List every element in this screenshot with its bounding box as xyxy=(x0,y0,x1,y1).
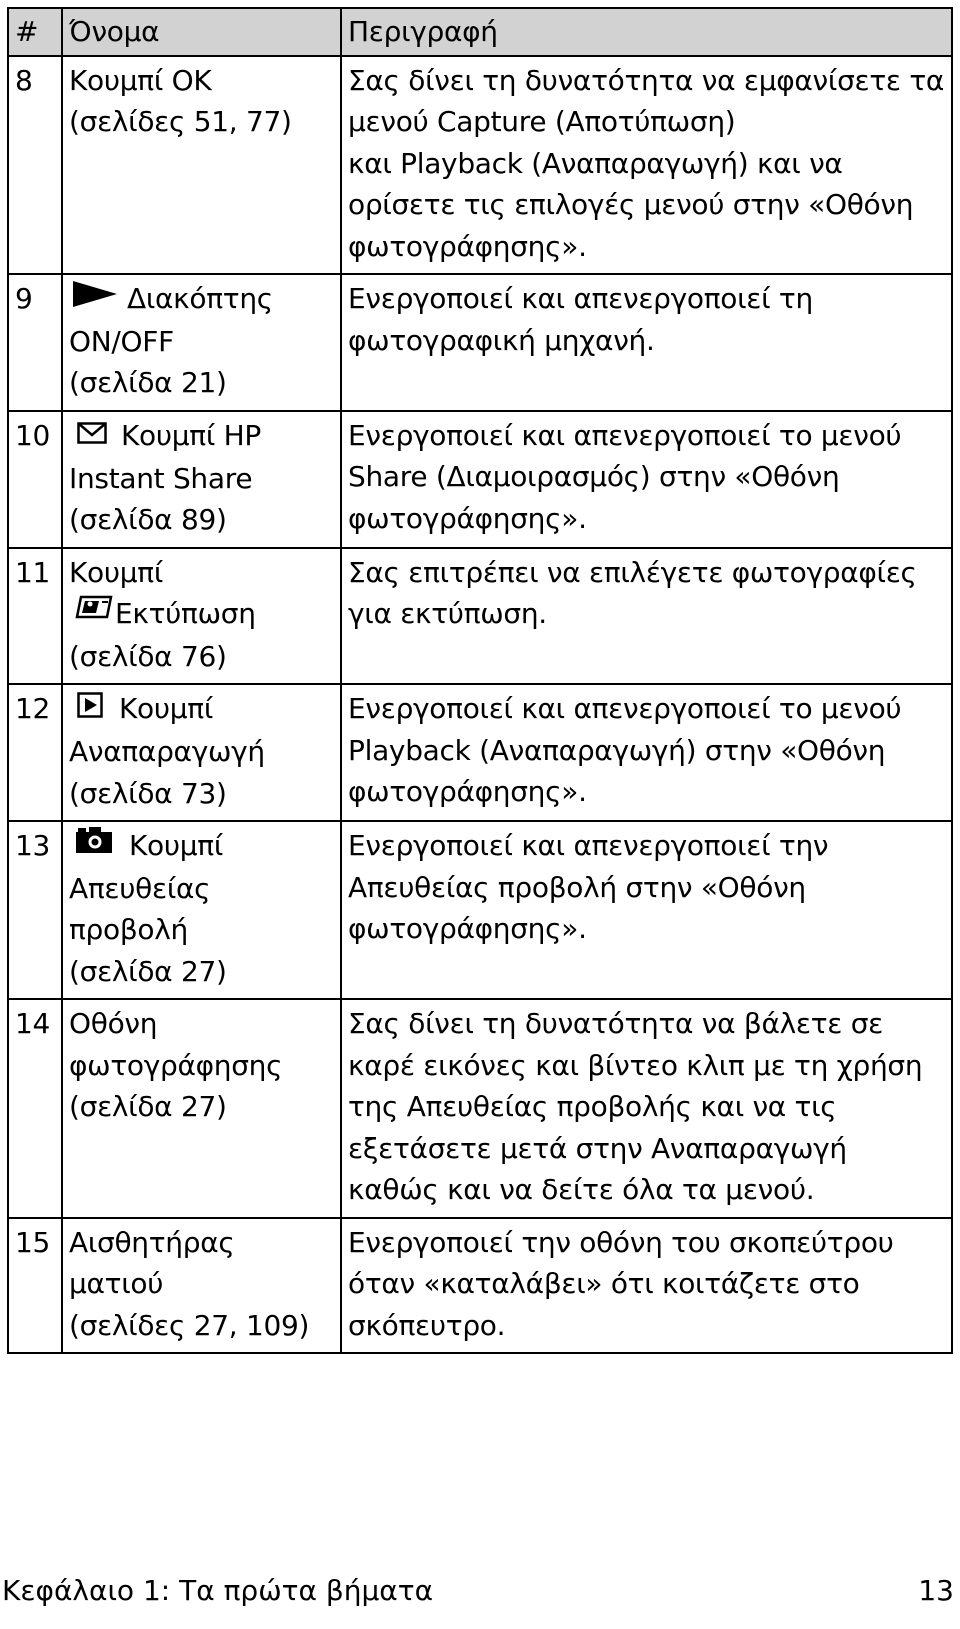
row-name: Κουμπί Απευθείας προβολή (σελίδα 27) xyxy=(62,821,341,999)
table-row xyxy=(8,411,952,548)
row-description: Σας δίνει τη δυνατότητα να βάλετε σε καρέ εικόνες και βίντεο κλιπ με τη χρήση της Απευθείας προβολής και να τις εξετάσετε μετά στην Αναπαραγωγή καθώς και να δείτε όλα τα μενού. xyxy=(341,999,952,1218)
row-description: Ενεργοποιεί και απενεργοποιεί το μενού Share (Διαμοιρασμός) στην «Οθόνη φωτογράφησης». xyxy=(341,411,952,548)
table-row xyxy=(8,274,952,411)
row-description: Ενεργοποιεί την οθόνη του σκοπεύτρου όταν «καταλάβει» ότι κοιτάζετε στο σκόπευτρο. xyxy=(341,1218,952,1354)
row-number: 9 xyxy=(8,274,62,411)
row-name: Κουμπί OK (σελίδες 51, 77) xyxy=(62,56,341,275)
controls-table xyxy=(7,7,953,1354)
header-description: Περιγραφή xyxy=(341,8,952,56)
table-row xyxy=(8,56,952,275)
row-name: Διακόπτης ON/OFF (σελίδα 21) xyxy=(62,274,341,411)
row-description: Ενεργοποιεί και απενεργοποιεί το μενού Playback (Αναπαραγωγή) στην «Οθόνη φωτογράφησης». xyxy=(341,684,952,821)
row-description: Σας επιτρέπει να επιλέγετε φωτογραφίες για εκτύπωση. xyxy=(341,548,952,685)
row-number: 15 xyxy=(8,1218,62,1354)
header-number: # xyxy=(8,8,62,56)
row-name: Κουμπί Εκτύπωση (σελίδα 76) xyxy=(62,548,341,685)
playback-icon xyxy=(77,688,103,730)
chapter-title: Κεφάλαιο 1: Τα πρώτα βήματα xyxy=(2,1574,434,1607)
table-header-row xyxy=(8,8,952,56)
table-row xyxy=(8,999,952,1218)
header-name: Όνομα xyxy=(62,8,341,56)
print-icon xyxy=(75,592,113,634)
row-name: Κουμπί Αναπαραγωγή (σελίδα 73) xyxy=(62,684,341,821)
row-description: Ενεργοποιεί και απενεργοποιεί την Απευθείας προβολή στην «Οθόνη φωτογράφησης». xyxy=(341,821,952,999)
table-row xyxy=(8,1218,952,1354)
table-row xyxy=(8,821,952,999)
envelope-share-icon xyxy=(77,414,107,456)
row-number: 10 xyxy=(8,411,62,548)
row-description: Ενεργοποιεί και απενεργοποιεί τη φωτογραφική μηχανή. xyxy=(341,274,952,411)
table-row xyxy=(8,548,952,685)
camera-icon xyxy=(75,824,113,866)
power-arrow-icon xyxy=(73,277,117,319)
row-number: 13 xyxy=(8,821,62,999)
row-name: Κουμπί HP Instant Share (σελίδα 89) xyxy=(62,411,341,548)
row-name: Αισθητήρας ματιού (σελίδες 27, 109) xyxy=(62,1218,341,1354)
page-number: 13 xyxy=(918,1574,954,1607)
row-number: 12 xyxy=(8,684,62,821)
table-row xyxy=(8,684,952,821)
row-name: Οθόνη φωτογράφησης (σελίδα 27) xyxy=(62,999,341,1218)
row-number: 14 xyxy=(8,999,62,1218)
row-number: 11 xyxy=(8,548,62,685)
row-number: 8 xyxy=(8,56,62,275)
row-description: Σας δίνει τη δυνατότητα να εμφανίσετε τα μενού Capture (Αποτύπωση) και Playback (Αναπαραγωγή) και να ορίσετε τις επιλογές μενού στην «Οθόνη φωτογράφησης». xyxy=(341,56,952,275)
